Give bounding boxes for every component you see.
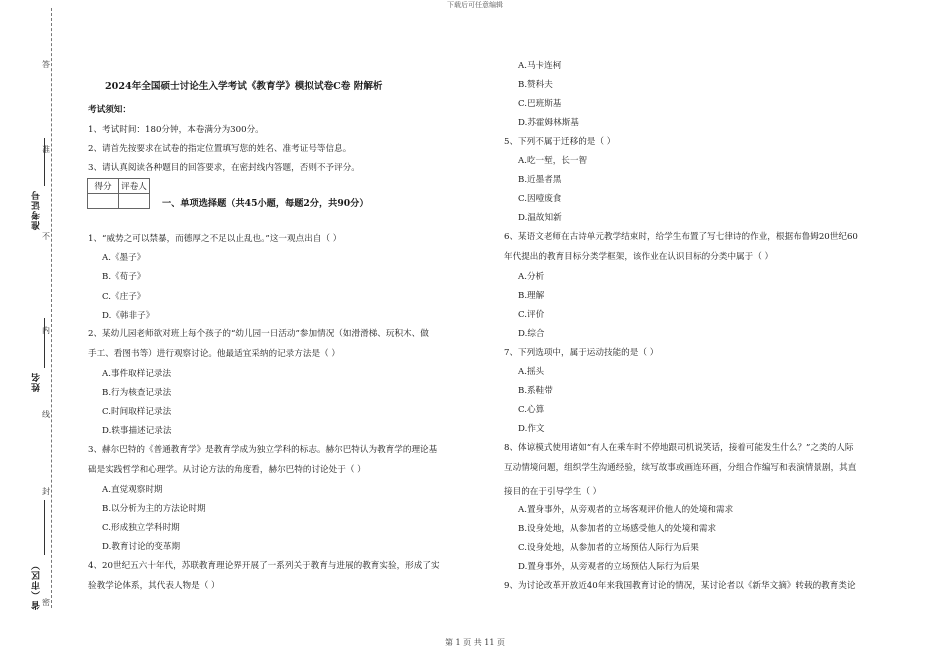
question-line: 验教学论体系，其代表人物是（ ） — [88, 581, 220, 591]
binding-strip — [0, 0, 80, 671]
grader-cell — [119, 194, 150, 209]
question-line: 础是实践哲学和心理学。从讨论方法的角度看，赫尔巴特的讨论处于（ ） — [88, 465, 366, 475]
option-line: D.苏霍姆林斯基 — [518, 118, 579, 128]
question-line: 手工、看图书等）进行观察讨论。他最适宜采纳的记录方法是（ ） — [88, 349, 340, 359]
option-line: C.心算 — [518, 405, 545, 415]
question-line: 4、20世纪五六十年代，苏联教育理论界开展了一系列关于教育与进展的教育实验，形成了实 — [88, 561, 440, 571]
province-label: 省（市区） — [32, 560, 42, 610]
seal-mark: 内 — [42, 326, 50, 335]
paper-title: 2024年全国硕士讨论生入学考试《教育学》模拟试卷C卷 附解析 — [105, 81, 383, 92]
seal-dashed-line — [51, 8, 52, 608]
option-line: A.直觉观察时期 — [102, 485, 163, 495]
option-line: A.《墨子》 — [102, 253, 146, 263]
question-line: 5、下列不属于迁移的是（ ） — [504, 137, 616, 147]
option-line: D.教育讨论的变革期 — [102, 542, 181, 552]
option-line: C.时间取样记录法 — [102, 407, 172, 417]
question-line: 互动情境问题，组织学生沟通经验，续写故事或画连环画，分组合作编写和表演情景剧，其直 — [504, 463, 857, 473]
notice-item: 1、考试时间：180分钟，本卷满分为300分。 — [88, 125, 264, 135]
name-label: 姓名 — [32, 372, 42, 392]
option-line: A.置身事外，从旁观者的立场客观评价他人的处境和需求 — [518, 505, 734, 515]
score-box — [87, 178, 150, 209]
option-line: C.巴班斯基 — [518, 99, 562, 109]
question-line: 接目的在于引导学生（ ） — [504, 487, 602, 497]
score-cell — [88, 194, 119, 209]
option-line: D.轶事描述记录法 — [102, 426, 172, 436]
option-line: C.《庄子》 — [102, 292, 146, 302]
option-line: D.《韩非子》 — [102, 311, 155, 321]
option-line: A.吃一堑，长一智 — [518, 156, 588, 166]
section-title: 一、单项选择题（共45小题，每题2分，共90分） — [162, 198, 369, 209]
grader-cell-label: 评卷人 — [119, 179, 150, 194]
option-line: B.以分析为主的方法论时期 — [102, 504, 206, 514]
name-line — [44, 318, 45, 368]
option-line: C.评价 — [518, 310, 545, 320]
option-line: C.因噎废食 — [518, 194, 562, 204]
header-note: 下载后可任意编辑 — [447, 1, 503, 9]
exam-number-line — [44, 138, 45, 186]
option-line: D.置身事外，从旁观者的立场预估人际行为后果 — [518, 562, 700, 572]
option-line: A.事件取样记录法 — [102, 369, 172, 379]
option-line: C.形成独立学科时期 — [102, 523, 180, 533]
question-line: 2、某幼儿园老师欲对班上每个孩子的“幼儿园一日活动”参加情况（如滑滑梯、玩积木、做 — [88, 329, 429, 339]
seal-mark: 密 — [42, 598, 50, 607]
option-line: B.设身处地，从参加者的立场感受他人的处境和需求 — [518, 524, 717, 534]
question-line: 1、“威势之可以禁暴，而德厚之不足以止乱也。”这一观点出自（ ） — [88, 234, 342, 244]
option-line: A.摇头 — [518, 367, 545, 377]
question-line: 9、为讨论改革开放近40年来我国教育讨论的情况，某讨论者以《新华文摘》转载的教育类论 — [504, 581, 856, 591]
option-line: B.行为核查记录法 — [102, 388, 172, 398]
question-line: 年代提出的教育目标分类学框架，该作业在认识目标的分类中属于（ ） — [504, 252, 774, 262]
question-line: 7、下列选项中，属于运动技能的是（ ） — [504, 348, 659, 358]
seal-mark: 答 — [42, 60, 50, 69]
notice-heading: 考试须知： — [88, 105, 131, 115]
option-line: D.温故知新 — [518, 213, 562, 223]
question-line: 6、某语文老师在古诗单元教学结束时，给学生布置了写七律诗的作业，根据布鲁姆20世纪60 — [504, 232, 858, 242]
notice-item: 3、请认真阅读各种题目的回答要求，在密封线内答题，否则不予评分。 — [88, 163, 360, 173]
seal-mark: 不 — [42, 232, 50, 241]
option-line: B.理解 — [518, 291, 545, 301]
option-line: A.马卡连柯 — [518, 61, 562, 71]
notice-item: 2、请首先按要求在试卷的指定位置填写您的姓名、准考证号等信息。 — [88, 144, 352, 154]
option-line: D.综合 — [518, 329, 545, 339]
option-line: D.作文 — [518, 424, 545, 434]
option-line: B.《荀子》 — [102, 272, 146, 282]
option-line: C.设身处地，从参加者的立场预估人际行为后果 — [518, 543, 699, 553]
province-line — [44, 500, 45, 555]
option-line: B.赞科夫 — [518, 80, 553, 90]
exam-number-label: 准考证号 — [32, 190, 42, 230]
option-line: B.近墨者黑 — [518, 175, 562, 185]
seal-mark: 封 — [42, 487, 50, 496]
score-cell-label: 得分 — [88, 179, 119, 194]
option-line: A.分析 — [518, 272, 545, 282]
option-line: B.系鞋带 — [518, 386, 553, 396]
question-line: 8、体谅模式使用诸如“有人在乘车时不停地跟司机说笑话，接着可能发生什么？”之类的人际 — [504, 443, 854, 453]
page-footer: 第 1 页 共 11 页 — [445, 638, 505, 647]
question-line: 3、赫尔巴特的《普通教育学》是教育学成为独立学科的标志。赫尔巴特认为教育学的理论基 — [88, 445, 438, 455]
seal-mark: 准 — [42, 145, 50, 154]
seal-mark: 线 — [42, 410, 50, 419]
